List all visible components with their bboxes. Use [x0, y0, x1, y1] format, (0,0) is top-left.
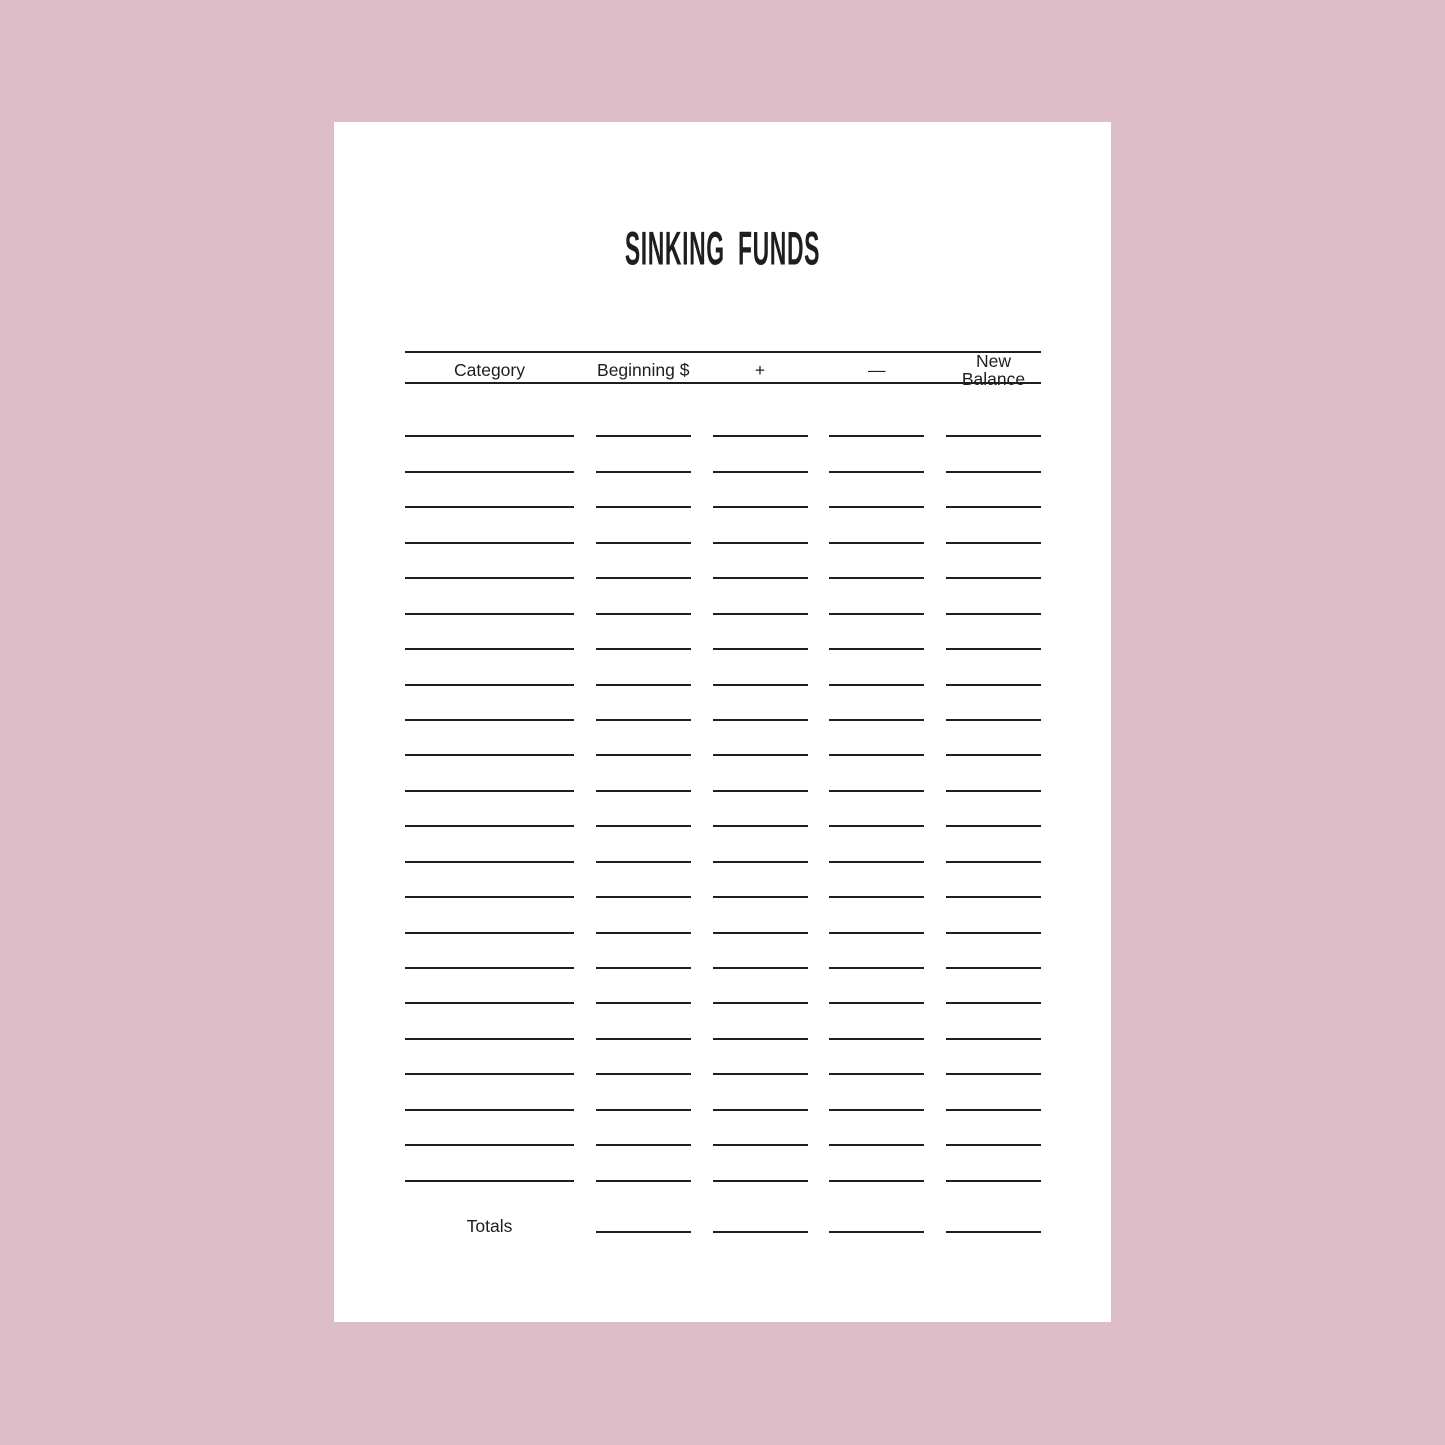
- blank-entry-line: [596, 402, 691, 437]
- blank-entry-line: [946, 1146, 1041, 1181]
- blank-entry-line: [713, 650, 808, 685]
- blank-entry-line: [596, 863, 691, 898]
- totals-blank-line: [713, 1197, 808, 1233]
- table-row: [405, 1146, 1041, 1181]
- blank-entry-line: [829, 1111, 924, 1146]
- blank-entry-line: [596, 721, 691, 756]
- blank-entry-line: [829, 686, 924, 721]
- blank-entry-line: [713, 1004, 808, 1039]
- blank-entry-line: [946, 615, 1041, 650]
- blank-entry-line: [829, 473, 924, 508]
- table-row: [405, 473, 1041, 508]
- column-header-category: Category: [453, 359, 525, 380]
- table-row: [405, 615, 1041, 650]
- blank-entry-line: [405, 579, 574, 614]
- blank-entry-line: [596, 756, 691, 791]
- blank-entry-line: [596, 544, 691, 579]
- blank-entry-line: [829, 508, 924, 543]
- blank-entry-line: [596, 437, 691, 472]
- blank-entry-line: [713, 615, 808, 650]
- blank-entry-line: [596, 1040, 691, 1075]
- blank-entry-line: [829, 863, 924, 898]
- blank-entry-line: [946, 508, 1041, 543]
- table-row: [405, 756, 1041, 791]
- blank-entry-line: [829, 1146, 924, 1181]
- blank-entry-line: [946, 579, 1041, 614]
- blank-entry-line: [946, 544, 1041, 579]
- blank-entry-line: [946, 1040, 1041, 1075]
- blank-entry-line: [405, 1075, 574, 1110]
- blank-entry-line: [596, 615, 691, 650]
- blank-entry-line: [713, 473, 808, 508]
- totals-row: [405, 1197, 1041, 1236]
- worksheet-page: [334, 122, 1111, 1322]
- page-title: SINKING FUNDS: [624, 222, 821, 275]
- blank-entry-line: [713, 792, 808, 827]
- blank-entry-line: [405, 508, 574, 543]
- blank-entry-line: [829, 827, 924, 862]
- blank-entry-line: [946, 686, 1041, 721]
- blank-entry-line: [713, 544, 808, 579]
- totals-blank-line: [829, 1197, 924, 1233]
- blank-entry-line: [946, 1004, 1041, 1039]
- blank-entry-line: [946, 1075, 1041, 1110]
- blank-entry-line: [713, 1040, 808, 1075]
- table-row: [405, 437, 1041, 472]
- blank-entry-line: [713, 579, 808, 614]
- blank-entry-line: [596, 579, 691, 614]
- table-header: [405, 351, 1041, 389]
- blank-entry-line: [405, 1111, 574, 1146]
- blank-entry-line: [946, 473, 1041, 508]
- blank-entry-line: [829, 437, 924, 472]
- blank-entry-line: [405, 473, 574, 508]
- blank-entry-line: [405, 827, 574, 862]
- title-area: [334, 222, 1111, 275]
- table-row: [405, 863, 1041, 898]
- table-row: [405, 650, 1041, 685]
- blank-entry-line: [405, 615, 574, 650]
- blank-entry-line: [596, 1004, 691, 1039]
- blank-entry-line: [713, 1146, 808, 1181]
- blank-entry-line: [946, 650, 1041, 685]
- blank-entry-line: [713, 898, 808, 933]
- blank-entry-line: [713, 686, 808, 721]
- blank-entry-line: [405, 544, 574, 579]
- blank-entry-line: [713, 756, 808, 791]
- blank-entry-line: [713, 402, 808, 437]
- table-row: [405, 898, 1041, 933]
- blank-entry-line: [596, 969, 691, 1004]
- blank-entry-line: [405, 402, 574, 437]
- table-row: [405, 544, 1041, 579]
- blank-entry-line: [946, 792, 1041, 827]
- blank-entry-line: [405, 792, 574, 827]
- totals-blank-line: [946, 1197, 1041, 1233]
- table-row: [405, 1111, 1041, 1146]
- blank-entry-line: [596, 650, 691, 685]
- blank-entry-line: [713, 827, 808, 862]
- table-row: [405, 686, 1041, 721]
- table-row: [405, 508, 1041, 543]
- blank-entry-line: [713, 863, 808, 898]
- blank-entry-line: [596, 508, 691, 543]
- blank-entry-line: [829, 544, 924, 579]
- sinking-funds-table: [405, 351, 1041, 1271]
- blank-entry-line: [596, 934, 691, 969]
- blank-entry-line: [713, 1075, 808, 1110]
- table-row: [405, 1040, 1041, 1075]
- table-row: [405, 969, 1041, 1004]
- blank-entry-line: [713, 969, 808, 1004]
- blank-entry-line: [829, 615, 924, 650]
- blank-entry-line: [946, 756, 1041, 791]
- blank-entry-line: [946, 437, 1041, 472]
- table-row: [405, 1075, 1041, 1110]
- blank-entry-line: [829, 898, 924, 933]
- blank-entry-line: [596, 827, 691, 862]
- column-header-beginning-balance: Beginning $: [597, 359, 690, 380]
- column-header-new-balance: New Balance: [961, 351, 1026, 389]
- blank-entry-line: [405, 686, 574, 721]
- blank-entry-line: [405, 437, 574, 472]
- blank-entry-line: [946, 402, 1041, 437]
- blank-entry-line: [713, 934, 808, 969]
- blank-entry-line: [946, 863, 1041, 898]
- blank-entry-line: [405, 756, 574, 791]
- table-row: [405, 792, 1041, 827]
- blank-entry-line: [829, 1004, 924, 1039]
- blank-entry-line: [946, 898, 1041, 933]
- table-row: [405, 934, 1041, 969]
- blank-entry-line: [829, 792, 924, 827]
- blank-entry-line: [596, 792, 691, 827]
- blank-entry-line: [946, 934, 1041, 969]
- blank-entry-line: [829, 650, 924, 685]
- totals-label-cell: [405, 1197, 574, 1236]
- blank-entry-line: [829, 721, 924, 756]
- table-body: [405, 402, 1041, 1182]
- blank-entry-line: [946, 827, 1041, 862]
- blank-entry-line: [713, 721, 808, 756]
- column-header-additions: +: [754, 359, 766, 380]
- blank-entry-line: [829, 402, 924, 437]
- blank-entry-line: [596, 1146, 691, 1181]
- blank-entry-line: [829, 1075, 924, 1110]
- blank-entry-line: [829, 1040, 924, 1075]
- blank-entry-line: [405, 1146, 574, 1181]
- blank-entry-line: [405, 1004, 574, 1039]
- table-row: [405, 402, 1041, 437]
- blank-entry-line: [596, 898, 691, 933]
- column-header-subtractions: —: [868, 359, 886, 380]
- totals-label: Totals: [466, 1216, 513, 1236]
- blank-entry-line: [829, 934, 924, 969]
- blank-entry-line: [829, 969, 924, 1004]
- blank-entry-line: [946, 969, 1041, 1004]
- table-row: [405, 827, 1041, 862]
- blank-entry-line: [405, 721, 574, 756]
- blank-entry-line: [596, 1075, 691, 1110]
- blank-entry-line: [405, 969, 574, 1004]
- blank-entry-line: [596, 686, 691, 721]
- blank-entry-line: [405, 898, 574, 933]
- blank-entry-line: [946, 1111, 1041, 1146]
- blank-entry-line: [596, 473, 691, 508]
- blank-entry-line: [713, 508, 808, 543]
- blank-entry-line: [405, 863, 574, 898]
- table-row: [405, 1004, 1041, 1039]
- table-row: [405, 579, 1041, 614]
- blank-entry-line: [713, 1111, 808, 1146]
- blank-entry-line: [713, 437, 808, 472]
- blank-entry-line: [596, 1111, 691, 1146]
- blank-entry-line: [829, 756, 924, 791]
- blank-entry-line: [405, 934, 574, 969]
- table-row: [405, 721, 1041, 756]
- blank-entry-line: [829, 579, 924, 614]
- blank-entry-line: [946, 721, 1041, 756]
- blank-entry-line: [405, 650, 574, 685]
- totals-blank-line: [596, 1197, 691, 1233]
- blank-entry-line: [405, 1040, 574, 1075]
